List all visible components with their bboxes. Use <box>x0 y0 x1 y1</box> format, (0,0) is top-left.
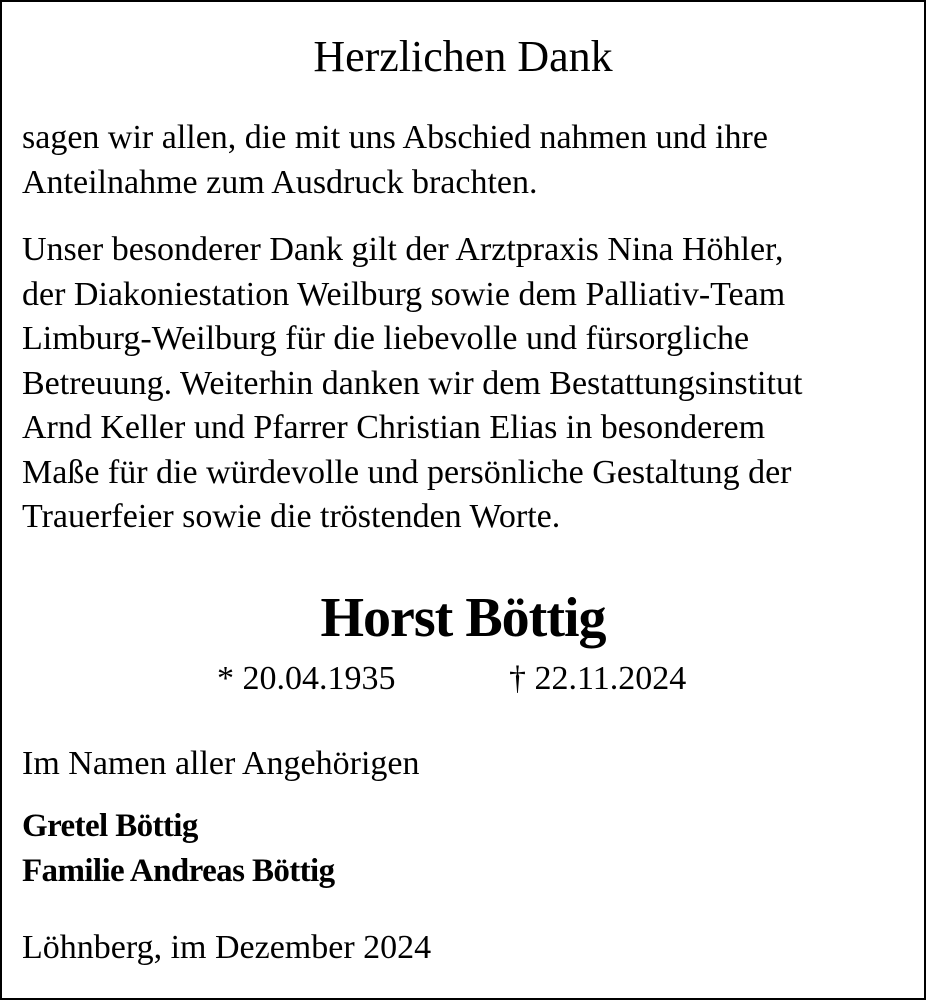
thanks-line: Arnd Keller und Pfarrer Christian Elias in besonderem <box>22 409 766 446</box>
intro-paragraph <box>22 116 922 205</box>
birth-date: * 20.04.1935 <box>217 660 396 697</box>
closing-line: Im Namen aller Angehörigen <box>22 745 420 782</box>
thanks-line: Maße für die würdevolle und persönliche Gestaltung der <box>22 453 792 491</box>
intro-line: sagen wir allen, die mit uns Abschied nahmen und ihre <box>22 119 768 156</box>
place-date: Löhnberg, im Dezember 2024 <box>22 929 432 966</box>
thanks-line: Unser besonderer Dank gilt der Arztpraxis Nina Höhler, <box>22 231 784 268</box>
intro-line: Anteilnahme zum Ausdruck brachten. <box>22 163 538 201</box>
signer-name: Gretel Böttig <box>22 808 198 844</box>
deceased-name: Horst Böttig <box>320 587 606 649</box>
thanks-line: Limburg-Weilburg für die liebevolle und fürsorgliche <box>22 320 750 357</box>
signers <box>22 804 335 893</box>
thanks-line: der Diakoniestation Weilburg sowie dem Palliativ-Team <box>22 275 786 313</box>
notice-title: Herzlichen Dank <box>313 32 613 81</box>
thanks-line: Betreuung. Weiterhin danken wir dem Bestattungsinstitut <box>22 364 803 402</box>
death-date: † 22.11.2024 <box>509 660 687 697</box>
thanks-line: Trauerfeier sowie die tröstenden Worte. <box>22 498 561 535</box>
signer-name: Familie Andreas Böttig <box>22 852 335 889</box>
thanks-paragraph <box>22 228 922 540</box>
